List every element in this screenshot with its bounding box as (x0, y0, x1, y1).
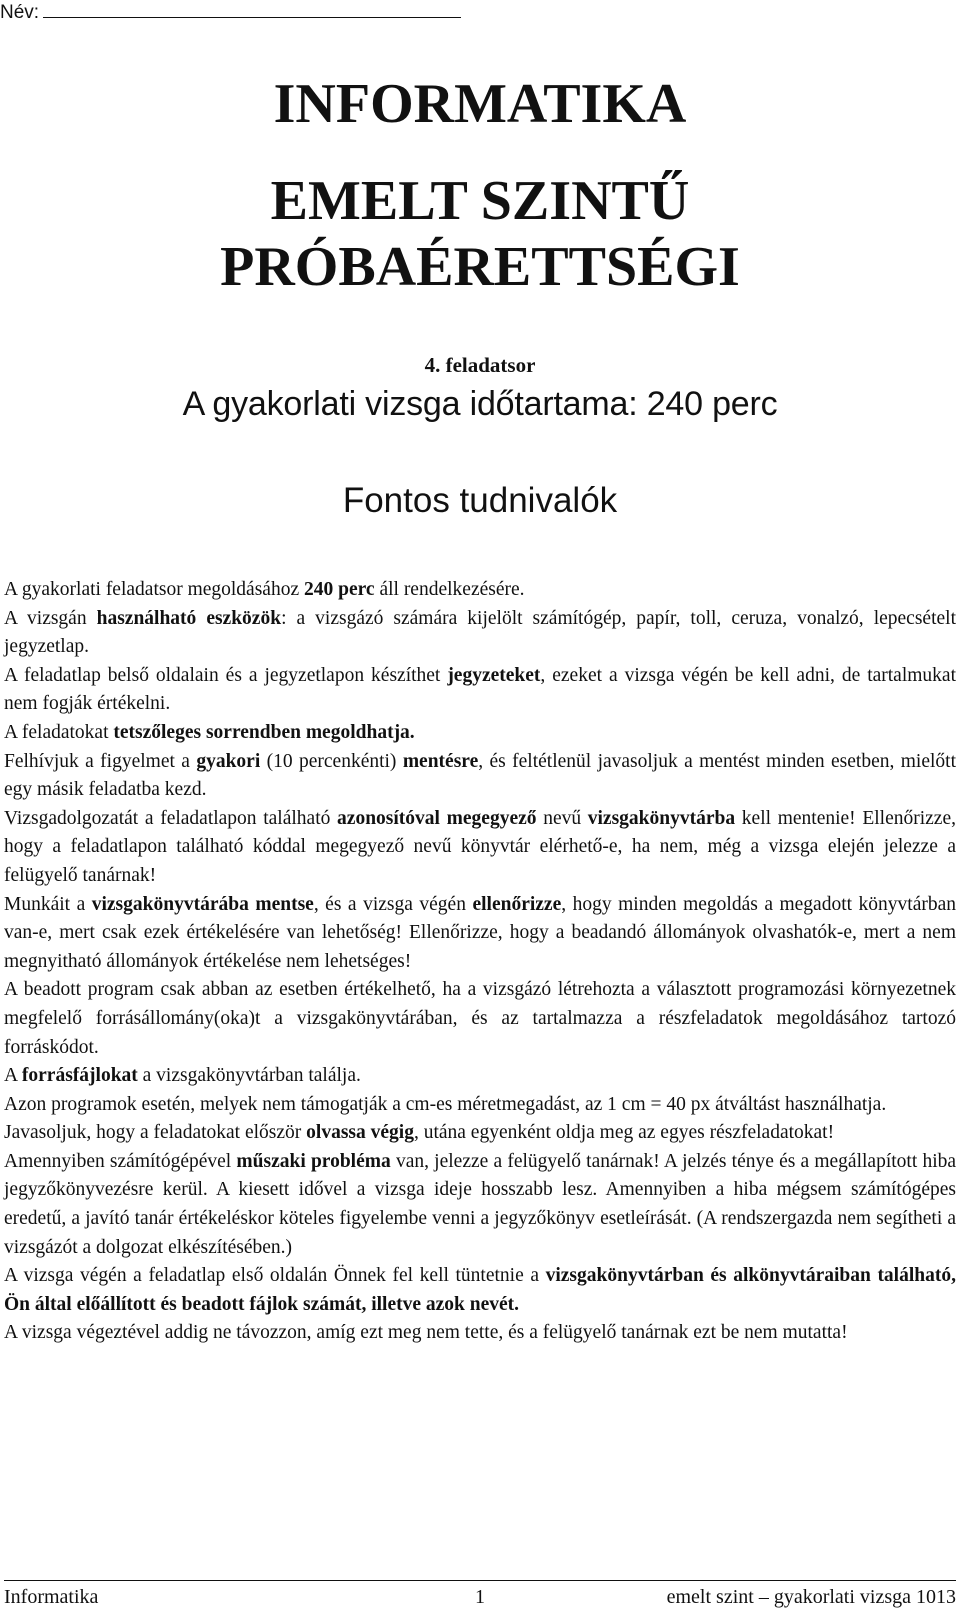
subject-title: INFORMATIKA (273, 73, 687, 135)
page-footer (4, 1580, 956, 1615)
instruction-paragraph (4, 891, 956, 977)
instruction-text: , ezeket a vizsga végén be kell adni, de tartalmukat nem fogják értékelni. (4, 664, 956, 715)
instruction-text: van, jelezze a felügyelő tanárnak! A jelzés ténye és a megállapított hiba jegyzőkönyvezésre kerül. A kiesett idővel a vizsga ideje hosszabb lesz. Amennyiben a hiba mégsem számítógépes eredetű, a javító tanár értékeléskor köteles figyelembe venni a jegyzőkönyv esetleírását. (A rendszergazda nem segítheti a vizsgázót a dolgozat elkészítésében.) (4, 1150, 957, 1258)
instruction-paragraph (4, 1319, 956, 1348)
footer-subject: Informatika (4, 1586, 99, 1608)
exam-type-title: PRÓBAÉRETTSÉGI (220, 236, 740, 298)
instruction-paragraph (4, 719, 956, 748)
section-title: Fontos tudnivalók (342, 481, 618, 520)
instruction-emphasis: vizsgakönyvtárban és alkönyvtáraiban található, Ön által előállított és beadott fájlok számát, illetve azok nevét. (4, 1265, 956, 1315)
name-label: Név: (0, 2, 40, 23)
instruction-emphasis: használható eszközök (96, 607, 282, 629)
instruction-text: A vizsga végén a feladatlap első oldalán Önnek fel kell tüntetnie a (4, 1265, 546, 1287)
instruction-paragraph (4, 976, 956, 1062)
instruction-text: Javasoljuk, hogy a feladatokat először (4, 1122, 307, 1144)
instruction-emphasis: mentésre (402, 750, 479, 772)
instruction-text: A feladatlap belső oldalain és a jegyzetlapon készíthet (4, 664, 448, 686)
instruction-text: , hogy minden megoldás a megadott könyvtárban van-e, mert csak ezek értékelésére van lehetőség! Ellenőrizze, hogy a beadandó állományok olvashatók-e, mert a nem megnyitható állományok értékelése nem lehetséges! (4, 893, 957, 972)
instruction-text: (10 percenkénti) (260, 750, 403, 772)
instruction-paragraph (4, 1062, 956, 1091)
instruction-text: A vizsga végeztével addig ne távozzon, amíg ezt meg nem tette, és a felügyelő tanárnak ezt be nem mutatta! (4, 1322, 848, 1344)
instructions-body (4, 576, 956, 1348)
instruction-paragraph (4, 805, 956, 891)
instruction-emphasis: tetszőleges sorrendben megoldhatja. (113, 721, 415, 743)
instruction-paragraph (4, 576, 956, 605)
instruction-paragraph (4, 1119, 956, 1148)
task-set-label: 4. feladatsor (424, 353, 536, 377)
instruction-emphasis: forrásfájlokat (21, 1065, 138, 1087)
instruction-emphasis: műszaki probléma (236, 1150, 391, 1172)
instruction-emphasis: 240 perc (303, 579, 375, 600)
instruction-paragraph (4, 748, 956, 805)
instruction-text: A feladatokat (4, 721, 114, 743)
instruction-text: A (4, 1065, 22, 1087)
instruction-text: Azon programok esetén, melyek nem támogatják a cm-es méretmegadást, az 1 cm = 40 px átváltást használhatja. (4, 1093, 887, 1115)
instruction-text: Vizsgadolgozatát a feladatlapon található (4, 807, 338, 829)
instruction-text: Amennyiben számítógépével (4, 1150, 237, 1172)
instruction-paragraph (4, 1091, 956, 1120)
instruction-emphasis: vizsgakönyvtárba (587, 807, 736, 829)
instruction-text: Felhívjuk a figyelmet a (4, 750, 197, 772)
instruction-emphasis: vizsgakönyvtárába mentse (91, 893, 314, 915)
instruction-emphasis: gyakori (196, 750, 261, 772)
instruction-text: kell mentenie! Ellenőrizze, hogy a feladatlapon található kóddal megegyező nevű könyvtár elérhető-e, ha nem, még a vizsga elején jelezze a felügyelő tanárnak! (4, 807, 956, 886)
instruction-text: a vizsgakönyvtárban találja. (137, 1065, 361, 1087)
instruction-text: A gyakorlati feladatsor megoldásához (4, 579, 304, 600)
instruction-text: : a vizsgázó számára kijelölt számítógép, papír, toll, ceruza, vonalzó, lepecsételt jegyzetlap. (4, 607, 956, 658)
instruction-text: nevű (536, 807, 588, 829)
instruction-text: , utána egyenként oldja meg az egyes részfeladatokat! (413, 1122, 835, 1144)
instruction-emphasis: olvassa végig (306, 1122, 414, 1144)
instruction-emphasis: ellenőrizze (472, 893, 562, 915)
instruction-text: , és a vizsga végén (313, 893, 473, 915)
instruction-text: Munkáit a (4, 893, 92, 915)
instruction-paragraph (4, 605, 956, 662)
footer-page-number: 1 (475, 1586, 485, 1608)
level-title: EMELT SZINTŰ (270, 170, 690, 232)
instruction-emphasis: azonosítóval megegyező (337, 807, 537, 829)
instruction-text: A vizsgán (4, 607, 97, 629)
exam-duration: A gyakorlati vizsga időtartama: 240 perc (182, 385, 778, 423)
footer-exam-info: emelt szint – gyakorlati vizsga 1013 (666, 1586, 956, 1608)
instruction-emphasis: jegyzeteket (447, 664, 541, 686)
name-field (0, 2, 461, 24)
instruction-text: áll rendelkezésére. (374, 579, 525, 600)
instruction-paragraph (4, 1262, 956, 1319)
instruction-paragraph (4, 662, 956, 719)
instruction-text: A beadott program csak abban az esetben értékelhető, ha a vizsgázó létrehozta a választott programozási környezetnek megfelelő forrásállomány(oka)t a vizsgakönyvtárában, és az tartalmazza a részfeladatok megoldásához tartozó forráskódot. (4, 979, 956, 1058)
instruction-text: , és feltétlenül javasoljuk a mentést minden esetben, mielőtt egy másik feladatba kezd. (4, 750, 956, 801)
instruction-paragraph (4, 1148, 956, 1262)
name-underline (43, 3, 461, 18)
